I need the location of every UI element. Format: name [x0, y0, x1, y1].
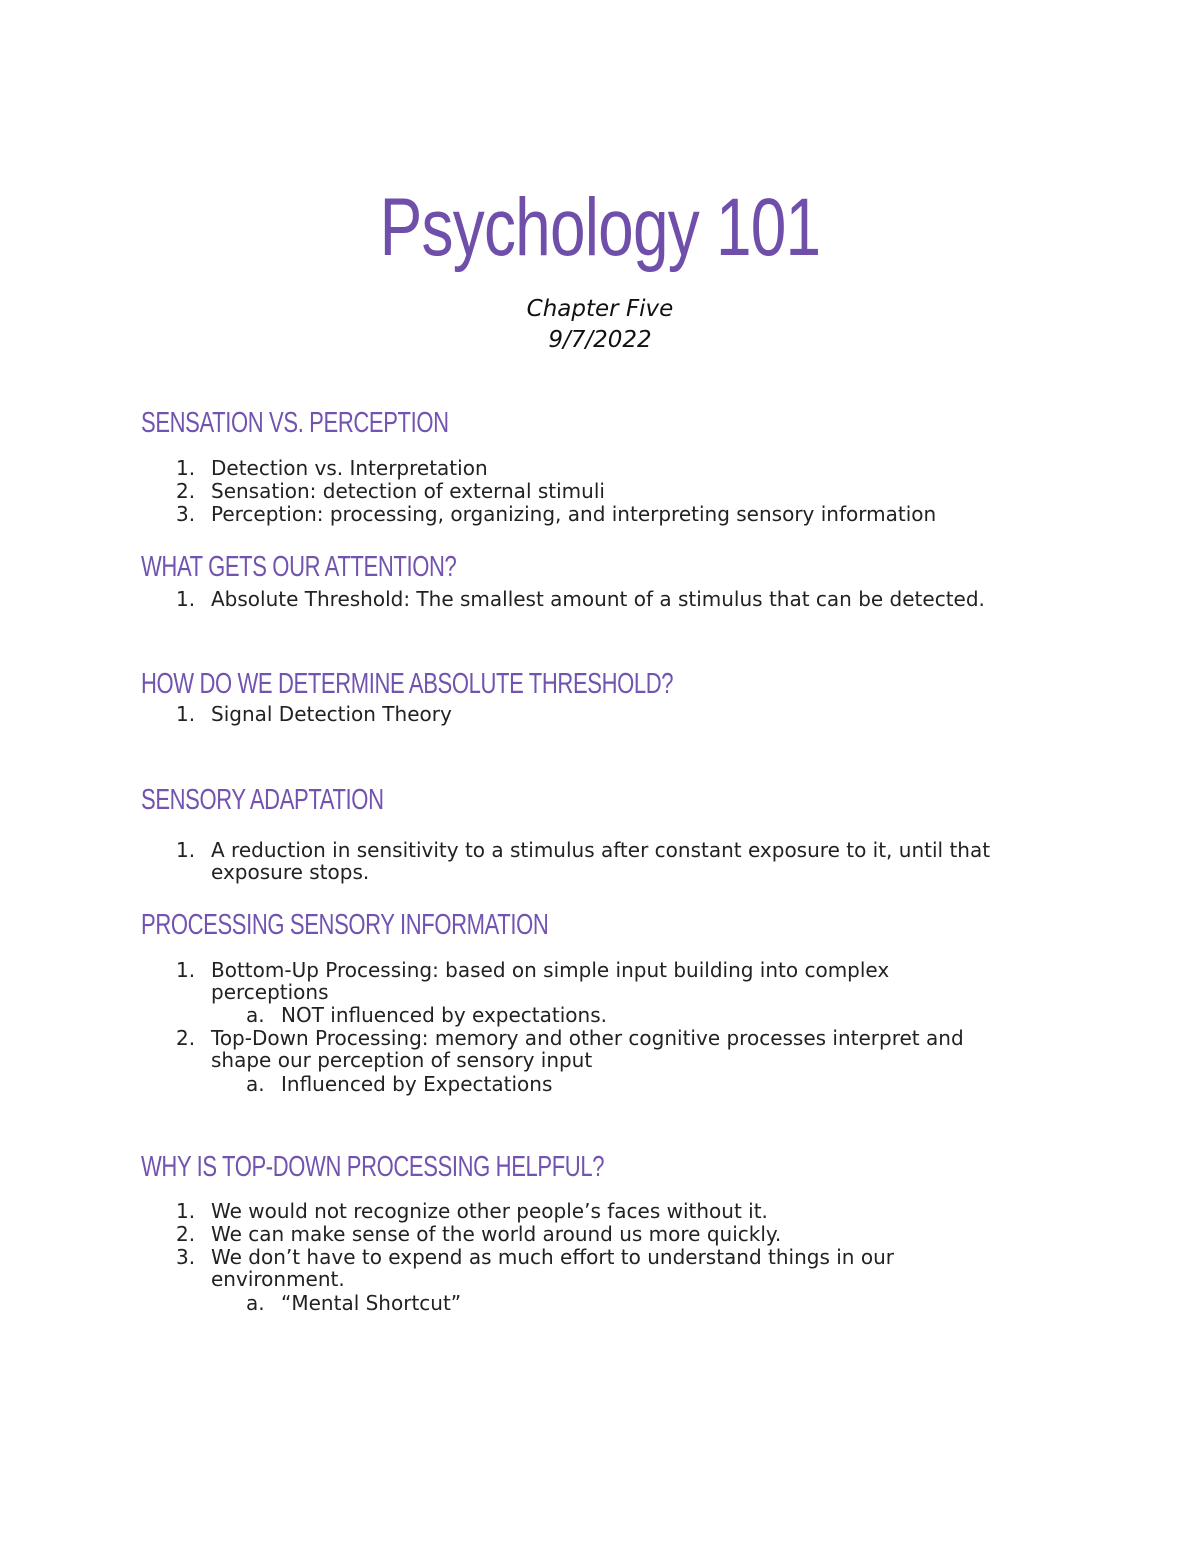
list-item-text-continued: perceptions [211, 980, 329, 1004]
section-heading: SENSATION VS. PERCEPTION [141, 407, 449, 439]
list-item-text: Top-Down Processing: memory and other cognitive processes interpret and [211, 1026, 964, 1050]
section-heading: PROCESSING SENSORY INFORMATION [141, 909, 549, 941]
list-marker: a. [246, 1003, 265, 1027]
list-marker: 1. [176, 587, 196, 611]
list-marker: 2. [176, 1026, 196, 1050]
list-item-text: “Mental Shortcut” [281, 1291, 462, 1315]
list-item-text: Sensation: detection of external stimuli [211, 479, 605, 503]
list-item-text-continued: environment. [211, 1267, 345, 1291]
list-item-text: NOT influenced by expectations. [281, 1003, 607, 1027]
list-item-text: Perception: processing, organizing, and interpreting sensory information [211, 502, 937, 526]
list-item-text-continued: exposure stops. [211, 860, 370, 884]
section-heading: HOW DO WE DETERMINE ABSOLUTE THRESHOLD? [141, 668, 674, 700]
list-item-text-continued: shape our perception of sensory input [211, 1048, 593, 1072]
list-item-text: We would not recognize other people’s faces without it. [211, 1199, 768, 1223]
list-marker: a. [246, 1072, 265, 1096]
list-item-text: Bottom-Up Processing: based on simple input building into complex [211, 958, 890, 982]
list-marker: 2. [176, 1222, 196, 1246]
section-heading: WHAT GETS OUR ATTENTION? [141, 551, 457, 583]
list-marker: 1. [176, 702, 196, 726]
list-marker: 3. [176, 502, 196, 526]
list-marker: 3. [176, 1245, 196, 1269]
list-marker: 1. [176, 456, 196, 480]
section-heading: SENSORY ADAPTATION [141, 784, 384, 816]
list-item-text: We can make sense of the world around us more quickly. [211, 1222, 782, 1246]
list-marker: 1. [176, 958, 196, 982]
list-item-text: A reduction in sensitivity to a stimulus after constant exposure to it, until that [211, 838, 991, 862]
list-marker: a. [246, 1291, 265, 1315]
section-heading: WHY IS TOP-DOWN PROCESSING HELPFUL? [141, 1151, 605, 1183]
list-item-text: Absolute Threshold: The smallest amount of a stimulus that can be detected. [211, 587, 985, 611]
list-marker: 2. [176, 479, 196, 503]
list-item-text: Influenced by Expectations [281, 1072, 553, 1096]
document-title: Psychology 101 [379, 182, 821, 273]
list-marker: 1. [176, 1199, 196, 1223]
list-item-text: Detection vs. Interpretation [211, 456, 488, 480]
list-marker: 1. [176, 838, 196, 862]
list-item-text: We don’t have to expend as much effort to understand things in our [211, 1245, 894, 1269]
chapter-subtitle: Chapter Five [526, 296, 674, 322]
date-subtitle: 9/7/2022 [548, 327, 652, 353]
list-item-text: Signal Detection Theory [211, 702, 452, 726]
